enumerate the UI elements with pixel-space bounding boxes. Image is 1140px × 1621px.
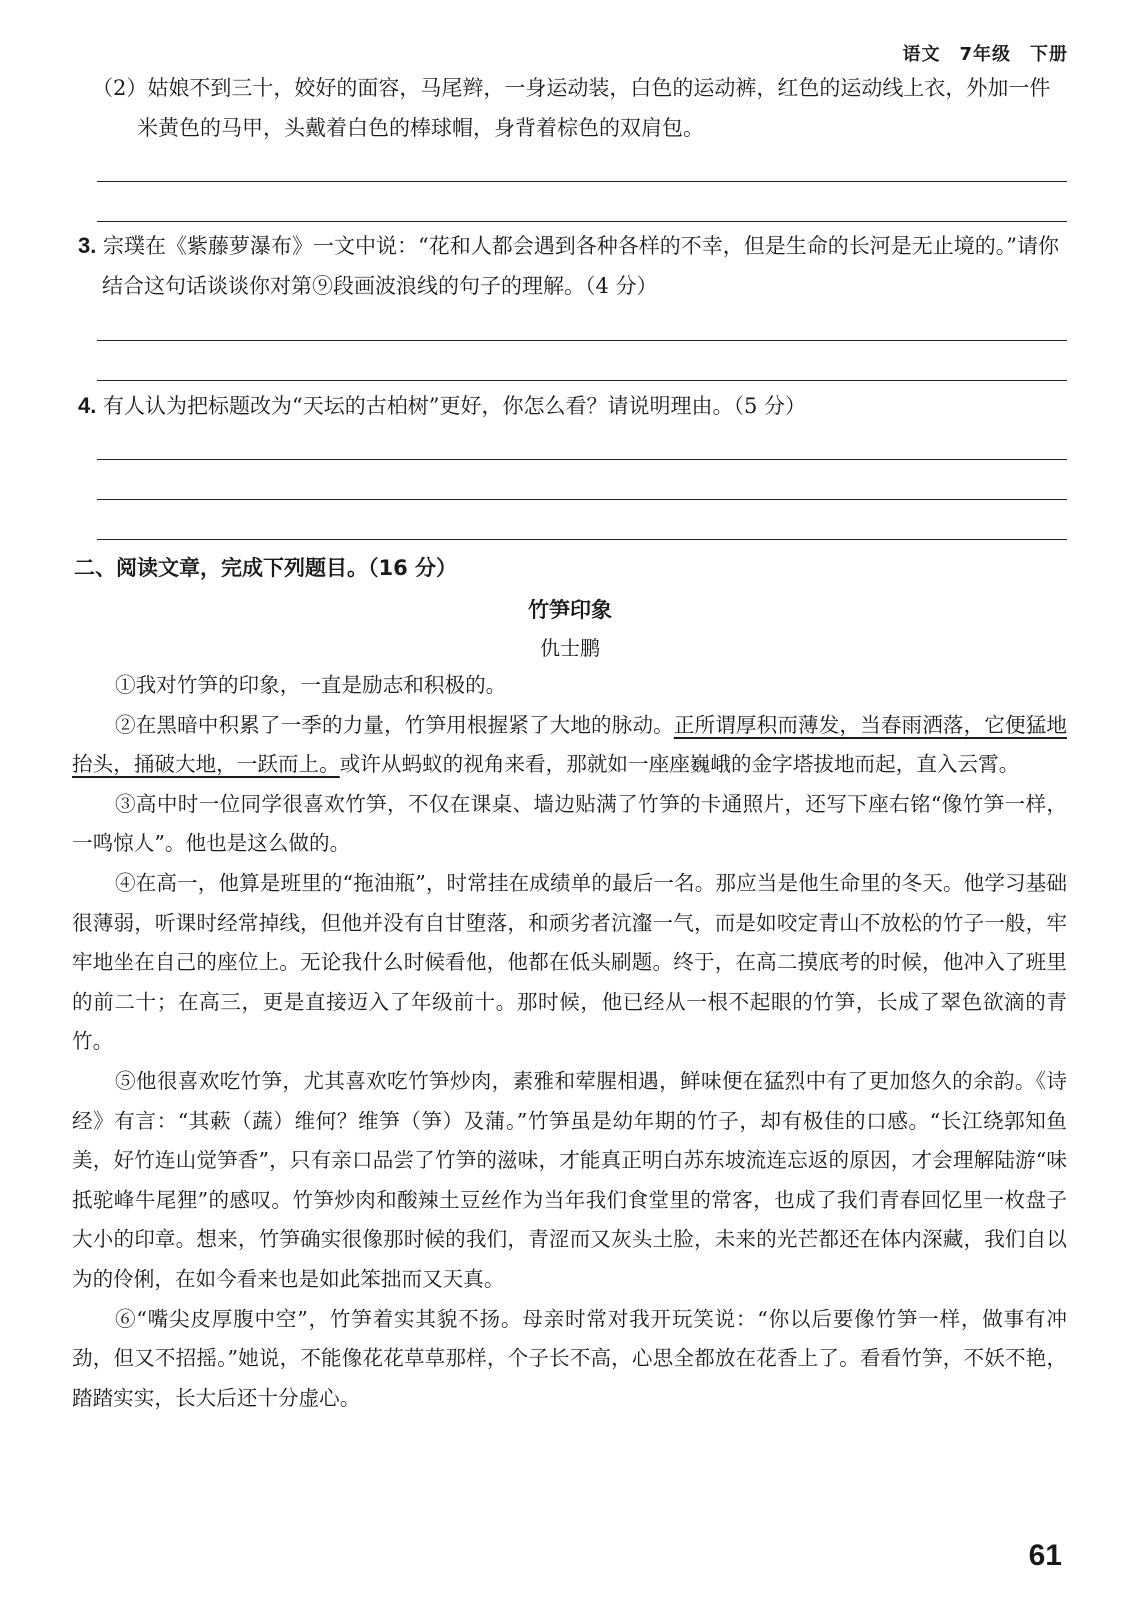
article-paragraph-2 <box>72 706 1067 785</box>
page-number: 61 <box>1028 1539 1062 1572</box>
answer-line[interactable] <box>97 459 1067 460</box>
question-4-number: 4. <box>78 393 97 418</box>
section-2-title: 二、阅读文章，完成下列题目。（16 分） <box>74 556 458 580</box>
answer-line[interactable] <box>97 340 1067 341</box>
article-paragraph-3: ③高中时一位同学很喜欢竹笋，不仅在课桌、墙边贴满了竹笋的卡通照片，还写下座右铭“像竹笋一样，一鸣惊人”。他也是这么做的。 <box>72 791 1067 856</box>
paragraph-2-part-a: ②在黑暗中积累了一季的力量，竹笋用根握紧了大地的脉动。 <box>115 712 674 737</box>
answer-line[interactable] <box>97 380 1067 381</box>
question-4-text: 有人认为把标题改为“天坛的古柏树”更好，你怎么看？请说明理由。（5 分） <box>103 394 807 418</box>
answer-line[interactable] <box>97 181 1067 182</box>
underlined-sentence: 正所谓厚积而薄发，当春雨洒落，它便猛地抬头，捅破大地，一跃而上。 <box>72 712 1067 777</box>
question-3 <box>78 226 1068 306</box>
page-header: 语文 7年级 下册 <box>902 44 1068 65</box>
article-title: 竹笋印象 <box>528 598 612 622</box>
answer-line[interactable] <box>97 499 1067 500</box>
article-paragraph-6: ⑥“嘴尖皮厚腹中空”，竹笋着实其貌不扬。母亲时常对我开玩笑说：“你以后要像竹笋一样，做事有冲劲，但又不招摇。”她说，不能像花花草草那样，个子长不高，心思全都放在花香上了。看看竹笋，不妖不艳，踏踏实实，长大后还十分虚心。 <box>72 1306 1067 1410</box>
question-3-text: 宗璞在《紫藤萝瀑布》一文中说：“花和人都会遇到各种各样的不幸，但是生命的长河是无止境的。”请你结合这句话谈谈你对第⑨段画波浪线的句子的理解。（4 分） <box>102 234 1060 298</box>
article-paragraph-4: ④在高一，他算是班里的“拖油瓶”，时常挂在成绩单的最后一名。那应当是他生命里的冬天。他学习基础很薄弱，听课时经常掉线，但他并没有自甘堕落，和顽劣者沆瀣一气，而是如咬定青山不放松的竹子一般，牢牢地坐在自己的座位上。无论我什么时候看他，他都在低头刷题。终于，在高二摸底考的时候，他冲入了班里的前二十；在高三，更是直接迈入了年级前十。那时候，他已经从一根不起眼的竹笋，长成了翠色欲滴的青竹。 <box>72 870 1067 1054</box>
article-paragraph-5: ⑤他很喜欢吃竹笋，尤其喜欢吃竹笋炒肉，素雅和荤腥相遇，鲜味便在猛烈中有了更加悠久的余韵。《诗经》有言：“其蔌（蔬）维何？维笋（笋）及蒲。”竹笋虽是幼年期的竹子，却有极佳的口感。“长江绕郭知鱼美，好竹连山觉笋香”，只有亲口品尝了竹笋的滋味，才能真正明白苏东坡流连忘返的原因，才会理解陆游“味抵驼峰牛尾狸”的感叹。竹笋炒肉和酸辣土豆丝作为当年我们食堂里的常客，也成了我们青春回忆里一枚盘子大小的印章。想来，竹笋确实很像那时候的我们，青涩而又灰头土脸，未来的光芒都还在体内深藏，我们自以为的伶俐，在如今看来也是如此笨拙而又天真。 <box>72 1068 1067 1291</box>
article-author: 仇士鹏 <box>540 636 600 660</box>
answer-line[interactable] <box>97 539 1067 540</box>
question-2-sub-2 <box>92 68 1067 148</box>
article-paragraph-1: ①我对竹笋的印象，一直是励志和积极的。 <box>115 673 507 697</box>
question-2-sub-2-label: （2） <box>92 76 148 100</box>
answer-line[interactable] <box>97 221 1067 222</box>
article-body <box>72 666 1067 1418</box>
paragraph-2-part-b: 或许从蚂蚁的视角来看，那就如一座座巍峨的金字塔拔地而起，直入云霄。 <box>339 752 1020 777</box>
question-4 <box>78 386 1068 426</box>
question-3-number: 3. <box>78 233 97 258</box>
question-2-sub-2-text: 姑娘不到三十，姣好的面容，马尾辫，一身运动装，白色的运动裤，红色的运动线上衣，外加一件米黄色的马甲，头戴着白色的棒球帽，身背着棕色的双肩包。 <box>137 76 1051 140</box>
